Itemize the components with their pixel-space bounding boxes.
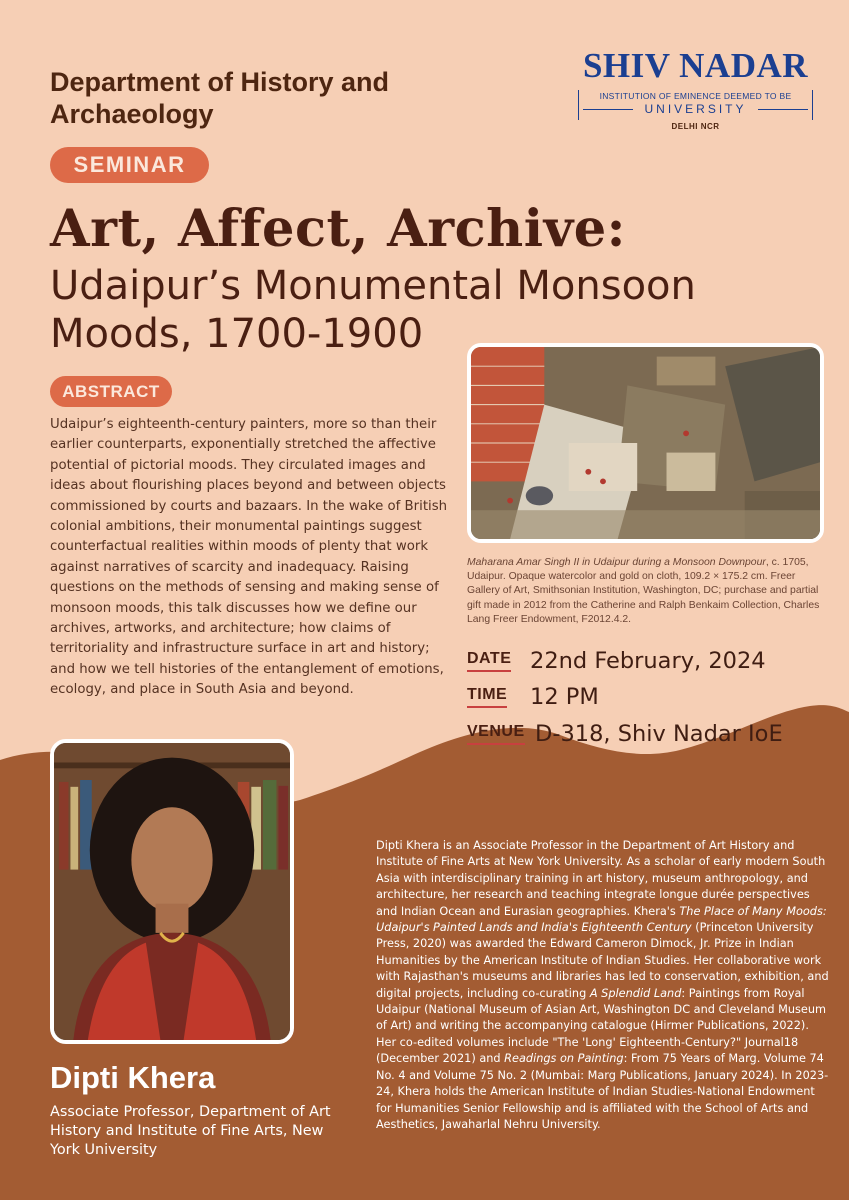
bio-exhibition-title: A Splendid Land [589,986,682,1000]
venue-label: VENUE [467,723,525,745]
time-value: 12 PM [530,684,599,710]
painting-caption-title: Maharana Amar Singh II in Udaipur during a Monsoon Downpour [467,557,766,568]
logo-subtitle-box [578,90,813,120]
date-value: 22nd February, 2024 [530,648,766,674]
bio-book-title: The Place of Many Moods: Udaipur's Painted Lands and India's Eighteenth Century [376,904,827,935]
seminar-title: Art, Affect, Archive: [50,199,626,259]
bio-readings-title: Readings on Painting [504,1052,624,1066]
bio-part-4: : From 75 Years of Marg. Volume 74 No. 4 and Volume 75 No. 2 (Mumbai: Marg Publications, January 2024). In 2023-24, Khera holds the American Institute of Indian Studies-National Endowment for Humanities Senior Fellowship and is affiliated with the School of Arts and Aesthetics, Jawaharlal Nehru University. [376,1052,829,1131]
painting-caption-details: , c. 1705, Udaipur. Opaque watercolor and gold on cloth, 109.2 × 175.2 cm. Freer Gallery of Art, Smithsonian Institution, Washington, DC; purchase and partial gift made in 2012 from the Catherine and Ralph Benkaim Collection, Charles Lang Freer Endowment, F2012.4.2. [467,557,820,625]
logo-title: SHIV NADAR [582,46,809,85]
university-logo [578,48,813,131]
speaker-bio [376,838,832,1133]
logo-location: DELHI NCR [671,122,720,131]
seminar-subtitle: Udaipur’s Monumental Monsoon Moods, 1700-1900 [50,263,696,357]
venue-value: D-318, Shiv Nadar IoE [535,721,783,747]
speaker-photo [50,739,294,1044]
logo-tagline: INSTITUTION OF EMINENCE DEEMED TO BE [599,91,792,101]
bio-part-1: Dipti Khera is an Associate Professor in the Department of Art History and Institute of Fine Arts at New York University. As a scholar of early modern South Asia with interdisciplinary training in art history, museum anthropology, and architecture, her research and teaching integrate longue durée perspectives and Indian Ocean and Eurasian geographies. Khera's [376,839,826,918]
department-name: Department of History and Archaeology [50,67,390,129]
speaker-role: Associate Professor, Department of Art History and Institute of Fine Arts, New York University [50,1104,331,1158]
painting-caption [467,556,829,627]
bio-part-3: : Paintings from Royal Udaipur (National Museum of Asian Art, Washington DC and Cleveland Museum of Art) and writing the accompanying catalogue (Hirmer Publications, 2022). Her co-edited volumes include "The 'Long' Eighteenth-Century?" Journal18 (December 2021) and [376,986,827,1066]
abstract-badge: ABSTRACT [50,376,172,407]
abstract-text: Udaipur’s eighteenth-century painters, more so than their earlier counterparts, exponentially stretched the affective potential of pictorial moods. They circulated images and ideas about flourishing places beyond and between objects commissioned by courts and bazaars. In the wake of British colonial ambitions, their monumental paintings suggest counterfactual realities within moods of plenty that work against narratives of scarcity and inadequacy. Raising questions on the methods of sensing and making sense of monsoon moods, this talk discusses how we define our archives, artworks, and architecture; how claims of territoriality and infrastructure surface in art and history; and how we tell histories of the entanglement of emotions, ecology, and place in South Asia and beyond. [50,417,448,698]
speaker-name: Dipti Khera [50,1060,216,1095]
bio-part-2: (Princeton University Press, 2020) was awarded the Edward Cameron Dimock, Jr. Prize in Indian Humanities by the American Institute of Indian Studies. Her collaborative work with Rajasthan's museums and libraries has led to conservation, exhibition, and digital projects, including co-curating [376,921,829,1000]
seminar-badge: SEMINAR [50,147,209,183]
logo-university: UNIVERSITY [583,102,808,116]
date-label: DATE [467,650,511,672]
monsoon-painting-image [467,343,824,543]
time-label: TIME [467,686,507,708]
